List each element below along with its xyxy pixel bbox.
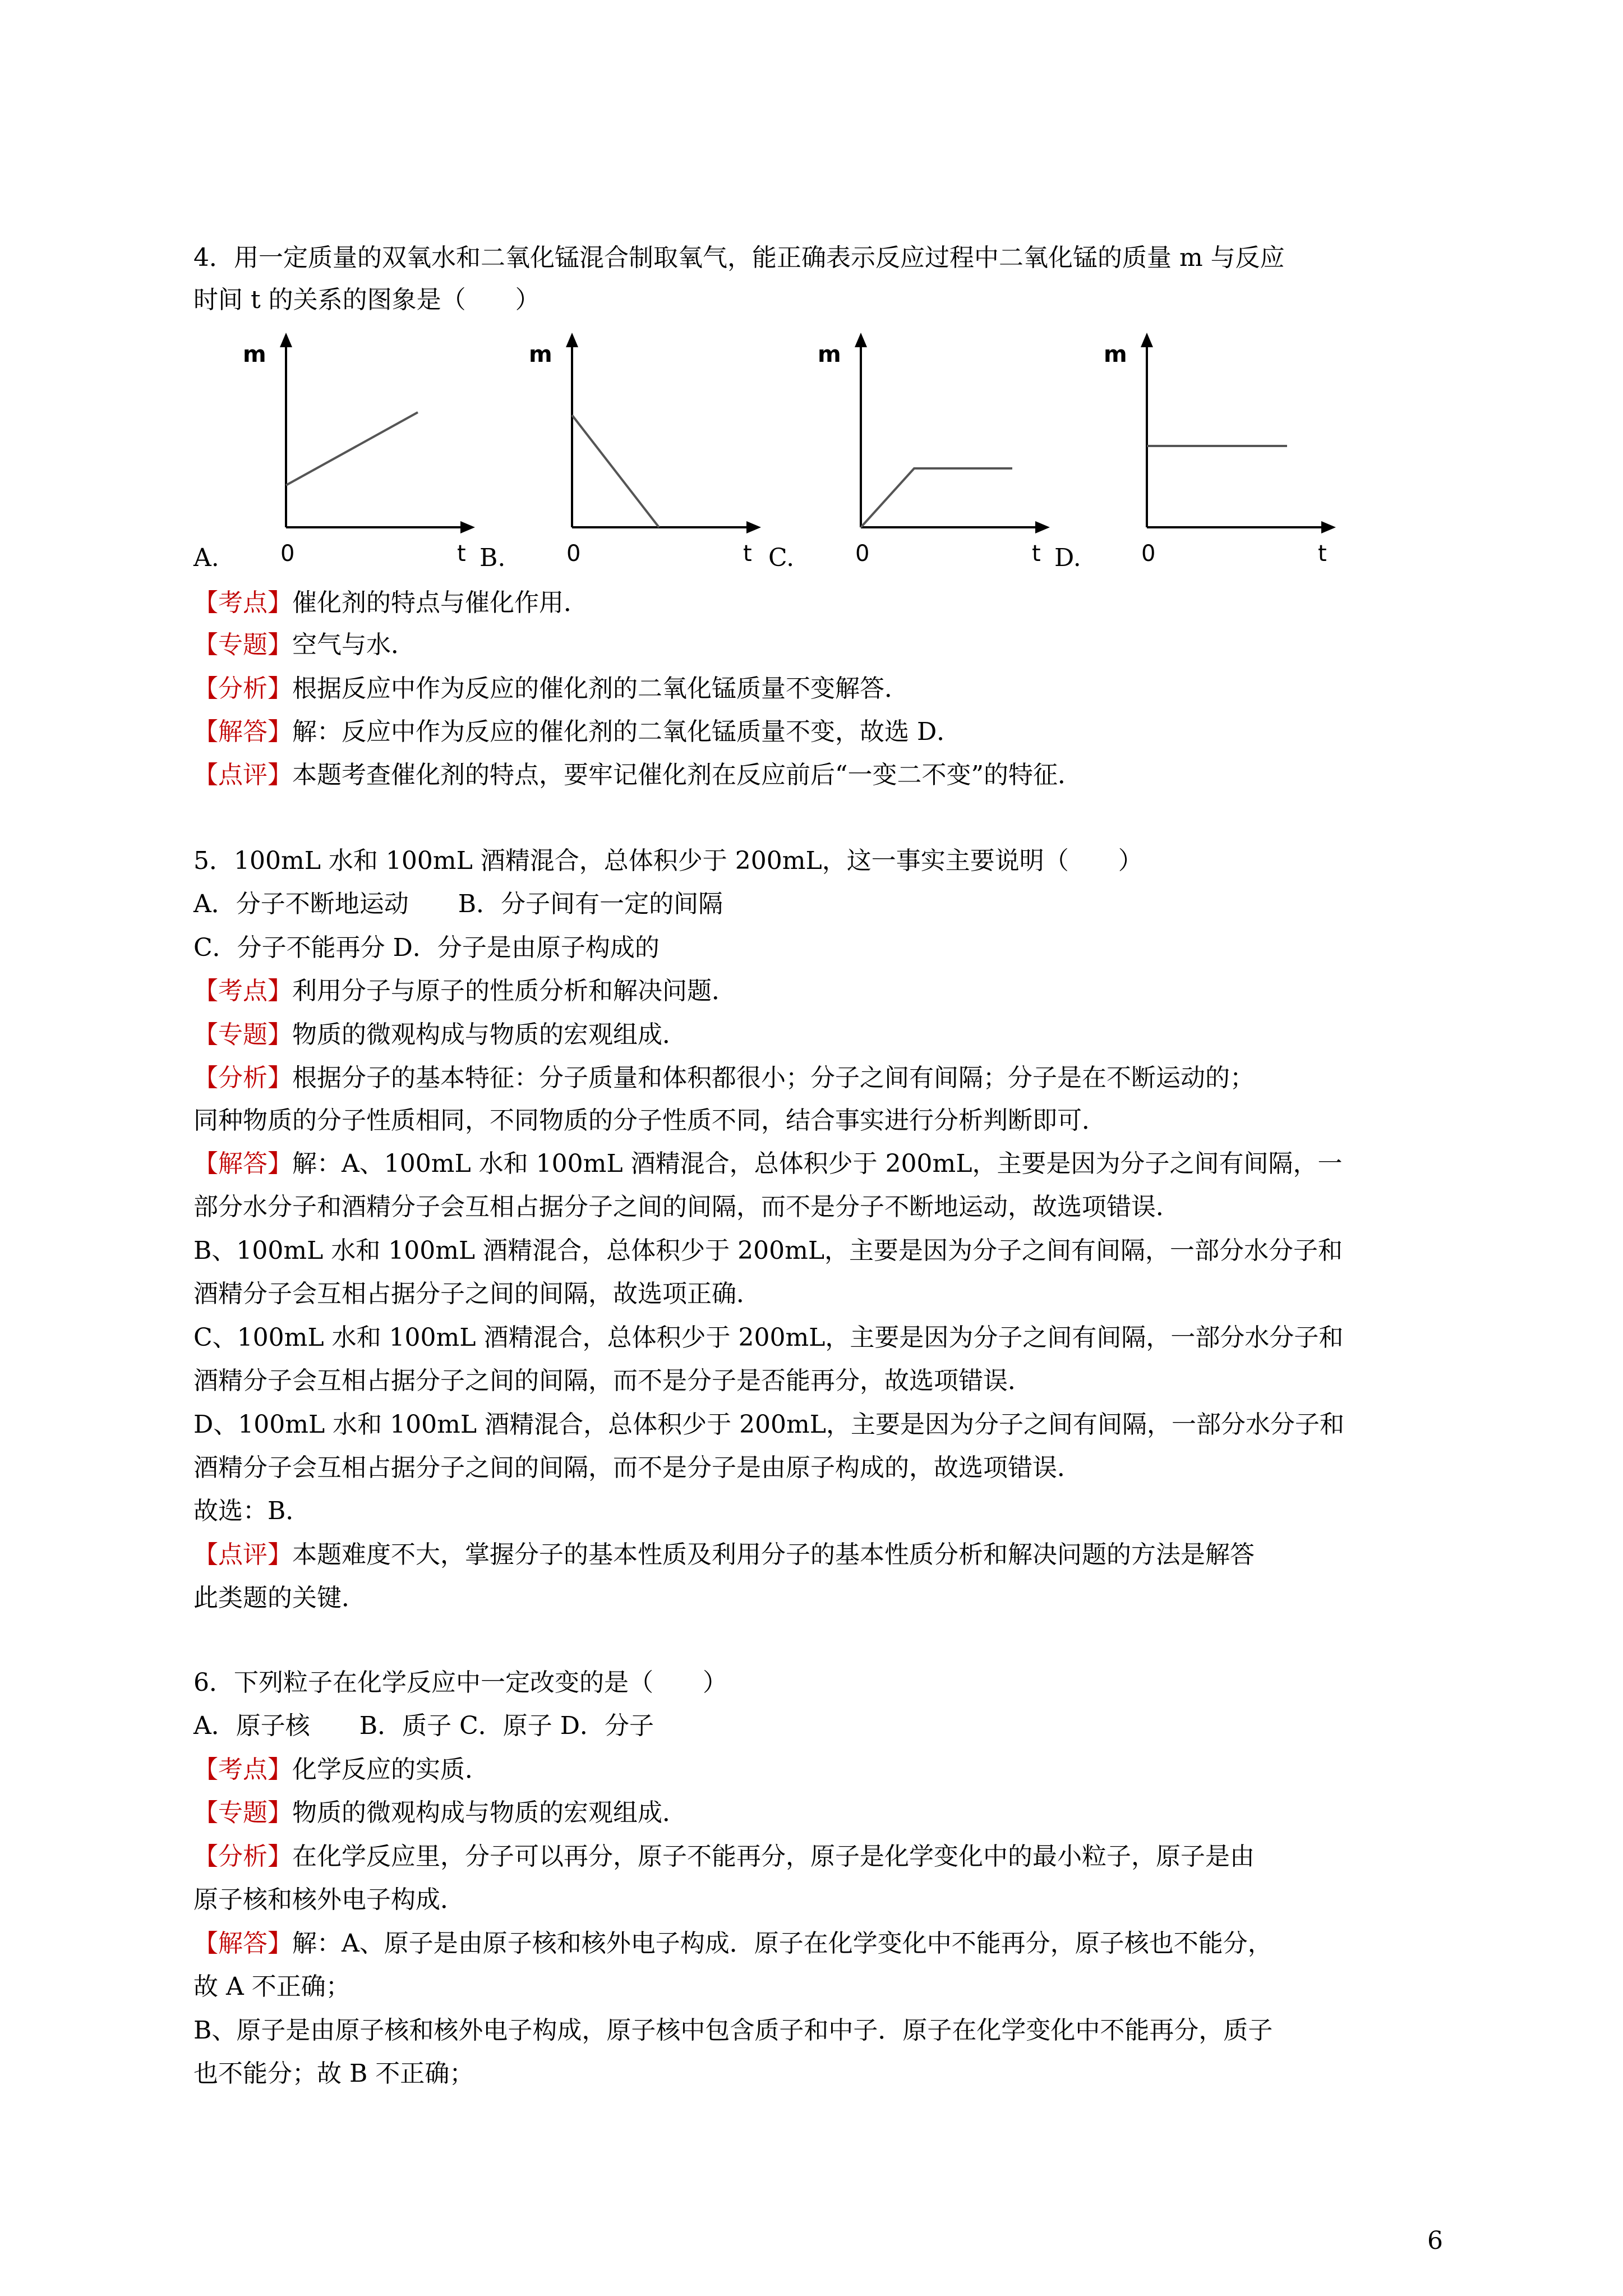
x-axis-label: t — [1032, 541, 1041, 567]
origin-label: 0 — [566, 541, 581, 567]
q4-jieda — [193, 715, 1450, 749]
q6-zhuanti-text: 物质的微观构成与物质的宏观组成． — [292, 1798, 687, 1827]
q5-jieda-line7: D、100mL 水和 100mL 酒精混合，总体积少于 200mL，主要是因为分子之间有间隔，一部分水分子和 — [193, 1410, 1344, 1439]
graph-d — [1104, 328, 1357, 575]
q4-dianping — [193, 758, 1450, 792]
q5-kaodian-text: 利用分子与原子的性质分析和解决问题． — [292, 977, 736, 1005]
y-axis-label: m — [1104, 342, 1127, 367]
q4-fenxi-text: 根据反应中作为反应的催化剂的二氧化锰质量不变解答． — [292, 674, 909, 703]
tag-jieda: 【解答】 — [193, 1929, 292, 1958]
graph-c-svg — [818, 328, 1071, 575]
q4-zhuanti — [193, 628, 1450, 662]
q6-kaodian — [193, 1753, 1450, 1787]
tag-kaodian: 【考点】 — [193, 588, 292, 617]
graph-b-line — [572, 415, 659, 527]
q5-stem: 5．100mL 水和 100mL 酒精混合，总体积少于 200mL，这一事实主要说明（ ） — [193, 846, 1143, 875]
graph-b — [529, 328, 782, 575]
q5-fenxi — [193, 1061, 1450, 1095]
q5-dianping-line2: 此类题的关键． — [193, 1584, 366, 1612]
tag-jieda: 【解答】 — [193, 717, 292, 746]
q5-jieda-line4: 酒精分子会互相占据分子之间的间隔，故选项正确． — [193, 1280, 761, 1308]
q4-fenxi — [193, 672, 1450, 706]
option-b-label: B. — [479, 544, 506, 572]
q6-fenxi-line2: 原子核和核外电子构成． — [193, 1885, 465, 1914]
graph-c — [818, 328, 1071, 575]
tag-fenxi: 【分析】 — [193, 1064, 292, 1092]
q6-stem: 6．下列粒子在化学反应中一定改变的是（ ） — [193, 1668, 727, 1697]
y-axis-label: m — [818, 342, 841, 367]
q4-stem-line1: 4．用一定质量的双氧水和二氧化锰混合制取氧气，能正确表示反应过程中二氧化锰的质量 m 与反应 — [193, 243, 1285, 272]
tag-kaodian: 【考点】 — [193, 977, 292, 1005]
y-axis-label: m — [243, 342, 266, 367]
q6-jieda — [193, 1927, 1450, 1961]
graph-d-svg — [1104, 328, 1357, 575]
graph-a — [243, 328, 496, 575]
y-axis-arrow — [280, 333, 292, 347]
q4-kaodian — [193, 586, 1450, 620]
q6-fenxi — [193, 1840, 1450, 1874]
option-a-label: A. — [193, 544, 219, 572]
y-axis-arrow — [566, 333, 578, 347]
q6-jieda-line4: 也不能分；故 B 不正确； — [193, 2059, 474, 2088]
q5-dianping-text-1: 本题难度不大，掌握分子的基本性质及利用分子的基本性质分析和解决问题的方法是解答 — [292, 1540, 1255, 1569]
q5-dianping — [193, 1538, 1450, 1572]
q6-jieda-line2: 故 A 不正确； — [193, 1972, 351, 2001]
q5-jieda-line5: C、100mL 水和 100mL 酒精混合，总体积少于 200mL，主要是因为分子之间有间隔，一部分水分子和 — [193, 1323, 1344, 1352]
x-axis-label: t — [457, 541, 466, 567]
q4-jieda-text: 解：反应中作为反应的催化剂的二氧化锰质量不变，故选 D． — [292, 717, 962, 746]
q5-jieda-line9: 故选：B． — [193, 1497, 311, 1525]
graph-a-svg — [243, 328, 496, 575]
q5-zhuanti-text: 物质的微观构成与物质的宏观组成． — [292, 1020, 687, 1049]
graph-c-line — [861, 468, 1012, 527]
q5-jieda-line6: 酒精分子会互相占据分子之间的间隔，而不是分子是否能再分，故选项错误． — [193, 1366, 1032, 1395]
q5-jieda-line3: B、100mL 水和 100mL 酒精混合，总体积少于 200mL，主要是因为分子之间有间隔，一部分水分子和 — [193, 1236, 1343, 1265]
tag-zhuanti: 【专题】 — [193, 1020, 292, 1049]
page-number: 6 — [1427, 2226, 1443, 2255]
x-axis-label: t — [1318, 541, 1327, 567]
origin-label: 0 — [280, 541, 295, 567]
q5-kaodian — [193, 974, 1450, 1008]
tag-fenxi: 【分析】 — [193, 674, 292, 703]
tag-kaodian: 【考点】 — [193, 1755, 292, 1784]
q5-fenxi-line2: 同种物质的分子性质相同，不同物质的分子性质不同，结合事实进行分析判断即可． — [193, 1106, 1106, 1135]
q4-zhuanti-text: 空气与水． — [292, 631, 416, 659]
q6-kaodian-text: 化学反应的实质． — [292, 1755, 490, 1784]
q5-zhuanti — [193, 1018, 1450, 1052]
x-axis-arrow — [746, 521, 761, 533]
tag-jieda: 【解答】 — [193, 1149, 292, 1178]
q5-options-line2: C．分子不能再分 D．分子是由原子构成的 — [193, 933, 660, 962]
q5-jieda-line2: 部分水分子和酒精分子会互相占据分子之间的间隔，而不是分子不断地运动，故选项错误． — [193, 1193, 1181, 1221]
q5-jieda-line8: 酒精分子会互相占据分子之间的间隔，而不是分子是由原子构成的，故选项错误． — [193, 1453, 1082, 1482]
tag-zhuanti: 【专题】 — [193, 1798, 292, 1827]
y-axis-arrow — [855, 333, 867, 347]
q4-dianping-text: 本题考查催化剂的特点，要牢记催化剂在反应前后“一变二不变”的特征． — [292, 761, 1082, 789]
q6-jieda-text-1: 解：A、原子是由原子核和核外电子构成．原子在化学变化中不能再分，原子核也不能分， — [292, 1929, 1272, 1958]
q5-jieda — [193, 1147, 1450, 1181]
x-axis-arrow — [460, 521, 475, 533]
y-axis-label: m — [529, 342, 552, 367]
q6-options: A．原子核 B．质子 C．原子 D．分子 — [193, 1711, 654, 1740]
x-axis-arrow — [1321, 521, 1336, 533]
x-axis-label: t — [743, 541, 752, 567]
tag-zhuanti: 【专题】 — [193, 631, 292, 659]
tag-dianping: 【点评】 — [193, 761, 292, 789]
q5-jieda-text-1: 解：A、100mL 水和 100mL 酒精混合，总体积少于 200mL，主要是因为分子之间有间隔，一 — [292, 1149, 1343, 1178]
q5-fenxi-text-1: 根据分子的基本特征：分子质量和体积都很小；分子之间有间隔；分子是在不断运动的； — [292, 1064, 1255, 1092]
graph-b-svg — [529, 328, 782, 575]
q6-jieda-line3: B、原子是由原子核和核外电子构成，原子核中包含质子和中子．原子在化学变化中不能再分，质子 — [193, 2016, 1273, 2045]
origin-label: 0 — [855, 541, 870, 567]
q4-kaodian-text: 催化剂的特点与催化作用． — [292, 588, 588, 617]
y-axis-arrow — [1141, 333, 1153, 347]
option-c-label: C. — [768, 544, 795, 572]
x-axis-arrow — [1035, 521, 1050, 533]
tag-fenxi: 【分析】 — [193, 1842, 292, 1871]
option-d-label: D. — [1054, 544, 1081, 572]
q6-fenxi-text-1: 在化学反应里，分子可以再分，原子不能再分，原子是化学变化中的最小粒子，原子是由 — [292, 1842, 1255, 1871]
origin-label: 0 — [1141, 541, 1156, 567]
tag-dianping: 【点评】 — [193, 1540, 292, 1569]
q5-options-line1: A．分子不断地运动 B．分子间有一定的间隔 — [193, 890, 723, 918]
q6-zhuanti — [193, 1796, 1450, 1830]
graph-a-line — [286, 412, 418, 485]
q4-graph-options — [193, 328, 1450, 575]
q4-stem-line2: 时间 t 的关系的图象是（ ） — [193, 286, 540, 314]
